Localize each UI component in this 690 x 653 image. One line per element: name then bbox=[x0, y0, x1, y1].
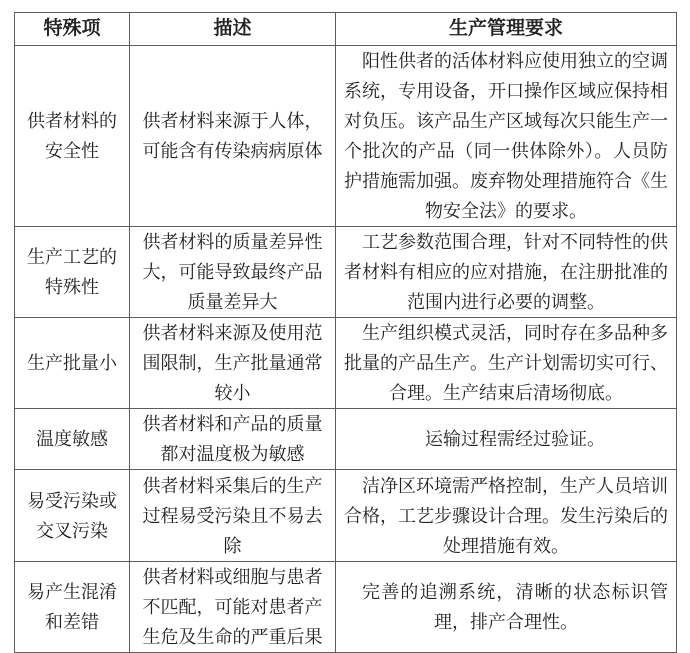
cell-requirement: 生产组织模式灵活，同时存在多品种多批量的产品生产。生产计划需切实可行、合理。生产结束后清场彻底。 bbox=[336, 318, 677, 409]
cell-description: 供者材料采集后的生产过程易受污染且不易去除 bbox=[130, 470, 336, 562]
header-description: 描述 bbox=[130, 13, 336, 46]
cell-requirement: 完善的追溯系统，清晰的状态标识管理，排产合理性。 bbox=[336, 562, 677, 653]
table-row-donor-material-safety bbox=[15, 46, 677, 227]
cell-description: 供者材料或细胞与患者不匹配，可能对患者产生危及生命的严重后果 bbox=[130, 562, 336, 653]
table-row-mixup-error-risk bbox=[15, 562, 677, 653]
cell-special-item: 生产批量小 bbox=[15, 318, 130, 409]
cell-description: 供者材料和产品的质量都对温度极为敏感 bbox=[130, 409, 336, 470]
cell-special-item: 供者材料的安全性 bbox=[15, 46, 130, 227]
cell-description: 供者材料来源于人体，可能含有传染病病原体 bbox=[130, 46, 336, 227]
cell-requirement: 工艺参数范围合理，针对不同特性的供者材料有相应的应对措施，在注册批准的范围内进行必要的调整。 bbox=[336, 227, 677, 318]
cell-description: 供者材料来源及使用范围限制，生产批量通常较小 bbox=[130, 318, 336, 409]
cell-special-item: 易产生混淆和差错 bbox=[15, 562, 130, 653]
header-production-requirements: 生产管理要求 bbox=[336, 13, 677, 46]
table-row-small-batch bbox=[15, 318, 677, 409]
cell-special-item: 易受污染或交叉污染 bbox=[15, 470, 130, 562]
cell-description: 供者材料的质量差异性大，可能导致最终产品质量差异大 bbox=[130, 227, 336, 318]
special-items-table bbox=[14, 12, 677, 653]
cell-special-item: 生产工艺的特殊性 bbox=[15, 227, 130, 318]
table-header-row bbox=[15, 13, 677, 46]
header-special-item: 特殊项 bbox=[15, 13, 130, 46]
cell-special-item: 温度敏感 bbox=[15, 409, 130, 470]
cell-requirement: 运输过程需经过验证。 bbox=[336, 409, 677, 470]
table-row-temperature-sensitive bbox=[15, 409, 677, 470]
cell-requirement: 洁净区环境需严格控制，生产人员培训合格，工艺步骤设计合理。发生污染后的处理措施有效。 bbox=[336, 470, 677, 562]
table-row-contamination-risk bbox=[15, 470, 677, 562]
table-row-process-specialty bbox=[15, 227, 677, 318]
cell-requirement: 阳性供者的活体材料应使用独立的空调系统，专用设备，开口操作区域应保持相对负压。该产品生产区域每次只能生产一个批次的产品（同一供体除外）。人员防护措施需加强。废弃物处理措施符合《生物安全法》的要求。 bbox=[336, 46, 677, 227]
